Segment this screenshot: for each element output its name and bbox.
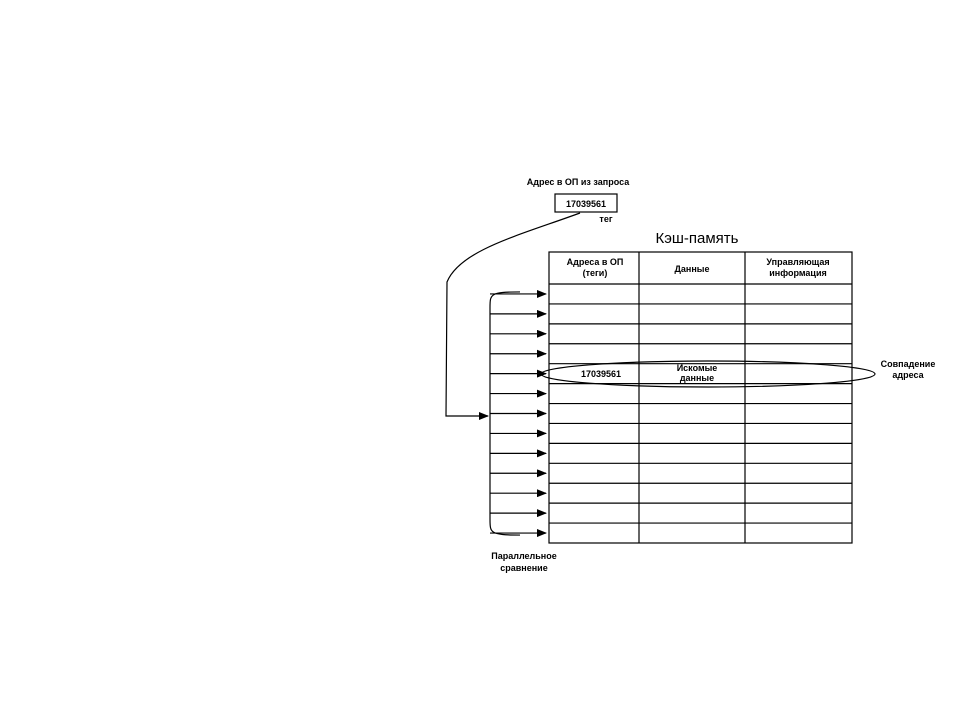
compare-label-line1: Параллельное [491, 551, 557, 561]
match-label-line2: адреса [892, 370, 924, 380]
cache-table-frame [549, 252, 852, 543]
column-header-control-line2: информация [769, 268, 827, 278]
column-header-control-line1: Управляющая [766, 257, 830, 267]
column-header-data: Данные [674, 264, 710, 274]
match-label-line1: Совпадение [880, 359, 936, 369]
column-header-tags-line2: (теги) [582, 268, 608, 278]
tag-label: тег [599, 214, 613, 224]
cache-table [549, 252, 852, 543]
tag-routing-line [446, 213, 580, 416]
column-header-tags-line1: Адреса в ОП [566, 257, 624, 267]
request-label: Адрес в ОП из запроса [526, 177, 630, 187]
table-row-lines [549, 304, 852, 523]
match-row-data-line2: данные [679, 373, 715, 383]
match-row-tag: 17039561 [580, 369, 622, 379]
compare-label-line2: сравнение [500, 563, 548, 573]
match-row-data-line1: Искомые [676, 363, 718, 373]
request-address-value: 17039561 [565, 199, 607, 209]
parallel-compare-arrows [490, 292, 546, 535]
cache-title: Кэш-память [655, 230, 739, 247]
